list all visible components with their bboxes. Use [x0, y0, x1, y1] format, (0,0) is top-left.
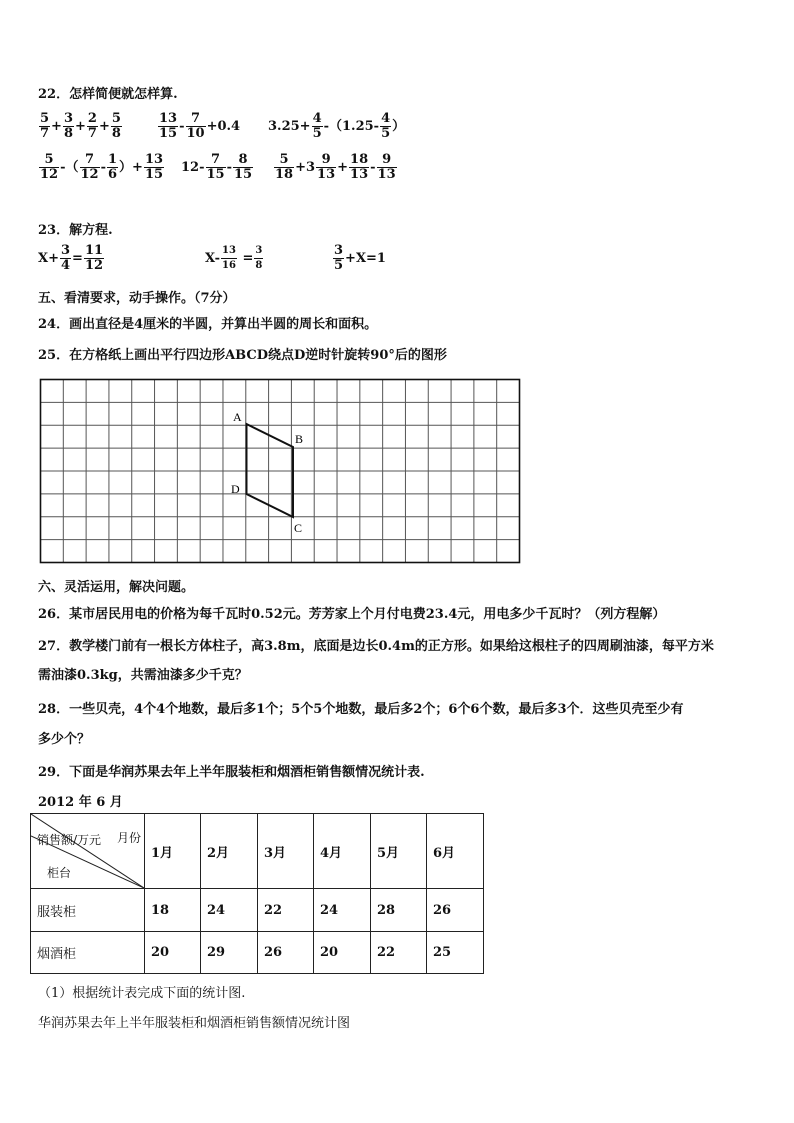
row-label: 服装柜	[31, 889, 145, 932]
month-header: 5月	[371, 814, 427, 889]
vertex-label-d: D	[231, 482, 240, 496]
vertex-label-b: B	[295, 432, 304, 446]
month-header: 2月	[201, 814, 258, 889]
section-6-heading: 六、灵活运用，解决问题。	[38, 580, 195, 595]
q23-title: 23．解方程.	[38, 223, 113, 238]
q23-equation-2: X- $\frac{13}{16}$ = $\frac{3}{8}$	[205, 245, 263, 271]
table-cell: 24	[201, 889, 258, 932]
table-cell: 29	[201, 932, 258, 974]
q22-expr-1: $\frac{5}{7}$ + $\frac{3}{8}$ + $\frac{2}{7}$ + $\frac{5}{8}$	[40, 111, 121, 141]
question-27-line-2: 需油漆0.3kg，共需油漆多少千克？	[38, 668, 248, 683]
chart-title: 华润苏果去年上半年服装柜和烟酒柜销售额情况统计图	[38, 1016, 351, 1031]
month-header: 3月	[258, 814, 314, 889]
vertex-label-a: A	[233, 410, 242, 424]
table-cell: 20	[314, 932, 371, 974]
sales-table	[30, 813, 484, 974]
question-28-line-2: 多少个？	[38, 732, 91, 747]
table-cell: 26	[258, 932, 314, 974]
q22-expr-4: $\frac{5}{12}$ -（ $\frac{7}{12}$ - $\frac{1}{6}$ ）+ $\frac{13}{15}$	[40, 152, 164, 182]
table-cell: 20	[145, 932, 201, 974]
question-27-line-1: 27．教学楼门前有一根长方体柱子，高3.8m，底面是边长0.4m的正方形。如果给这根柱子的四周刷油漆，每平方米	[38, 639, 714, 654]
header-month: 月份	[117, 831, 142, 845]
table-corner-cell	[31, 814, 145, 889]
question-28-line-1: 28．一些贝壳，4个4个地数，最后多1个；5个5个地数，最后多2个；6个6个数，最后多3个．这些贝壳至少有	[38, 702, 684, 717]
header-sales-unit: 销售额/万元	[37, 833, 102, 847]
q22-expr-5: 12- $\frac{7}{15}$ - $\frac{8}{15}$	[181, 152, 253, 182]
q22-expr-3: 3.25+ $\frac{4}{5}$ -（1.25- $\frac{4}{5}$ ）	[268, 111, 406, 141]
header-counter: 柜台	[47, 866, 72, 880]
month-header: 4月	[314, 814, 371, 889]
table-date: 2012 年 6 月	[38, 795, 123, 810]
q22-title: 22．怎样简便就怎样算.	[38, 87, 178, 102]
question-25: 25．在方格纸上画出平行四边形ABCD绕点D逆时针旋转90°后的图形	[38, 348, 447, 363]
q23-equation-3: $\frac{3}{5}$ +X=1	[334, 243, 386, 273]
table-cell: 22	[258, 889, 314, 932]
q22-expr-6: $\frac{5}{18}$ +3 $\frac{9}{13}$ + $\frac{18}{13}$ - $\frac{9}{13}$	[275, 152, 396, 182]
grid-paper	[38, 377, 522, 565]
q23-equation-1: X+ $\frac{3}{4}$ = $\frac{11}{12}$	[38, 243, 104, 273]
question-29-part-1: （1）根据统计表完成下面的统计图.	[38, 986, 246, 1001]
question-26: 26．某市居民用电的价格为每千瓦时0.52元。芳芳家上个月付电费23.4元，用电多少千瓦时？（列方程解）	[38, 607, 666, 622]
table-header-row	[31, 814, 484, 889]
table-cell: 22	[371, 932, 427, 974]
month-header: 1月	[145, 814, 201, 889]
section-5-heading: 五、看清要求，动手操作。（7分）	[38, 291, 236, 306]
q22-expr-2: $\frac{13}{15}$ - $\frac{7}{10}$ +0.4	[159, 111, 241, 141]
table-cell: 28	[371, 889, 427, 932]
table-cell: 24	[314, 889, 371, 932]
question-24: 24．画出直径是4厘米的半圆，并算出半圆的周长和面积。	[38, 317, 378, 332]
table-row	[31, 932, 484, 974]
row-label: 烟酒柜	[31, 932, 145, 974]
table-row	[31, 889, 484, 932]
question-29: 29．下面是华润苏果去年上半年服装柜和烟酒柜销售额情况统计表.	[38, 765, 425, 780]
month-header: 6月	[427, 814, 484, 889]
vertex-label-c: C	[294, 521, 303, 535]
table-cell: 25	[427, 932, 484, 974]
table-cell: 26	[427, 889, 484, 932]
table-cell: 18	[145, 889, 201, 932]
